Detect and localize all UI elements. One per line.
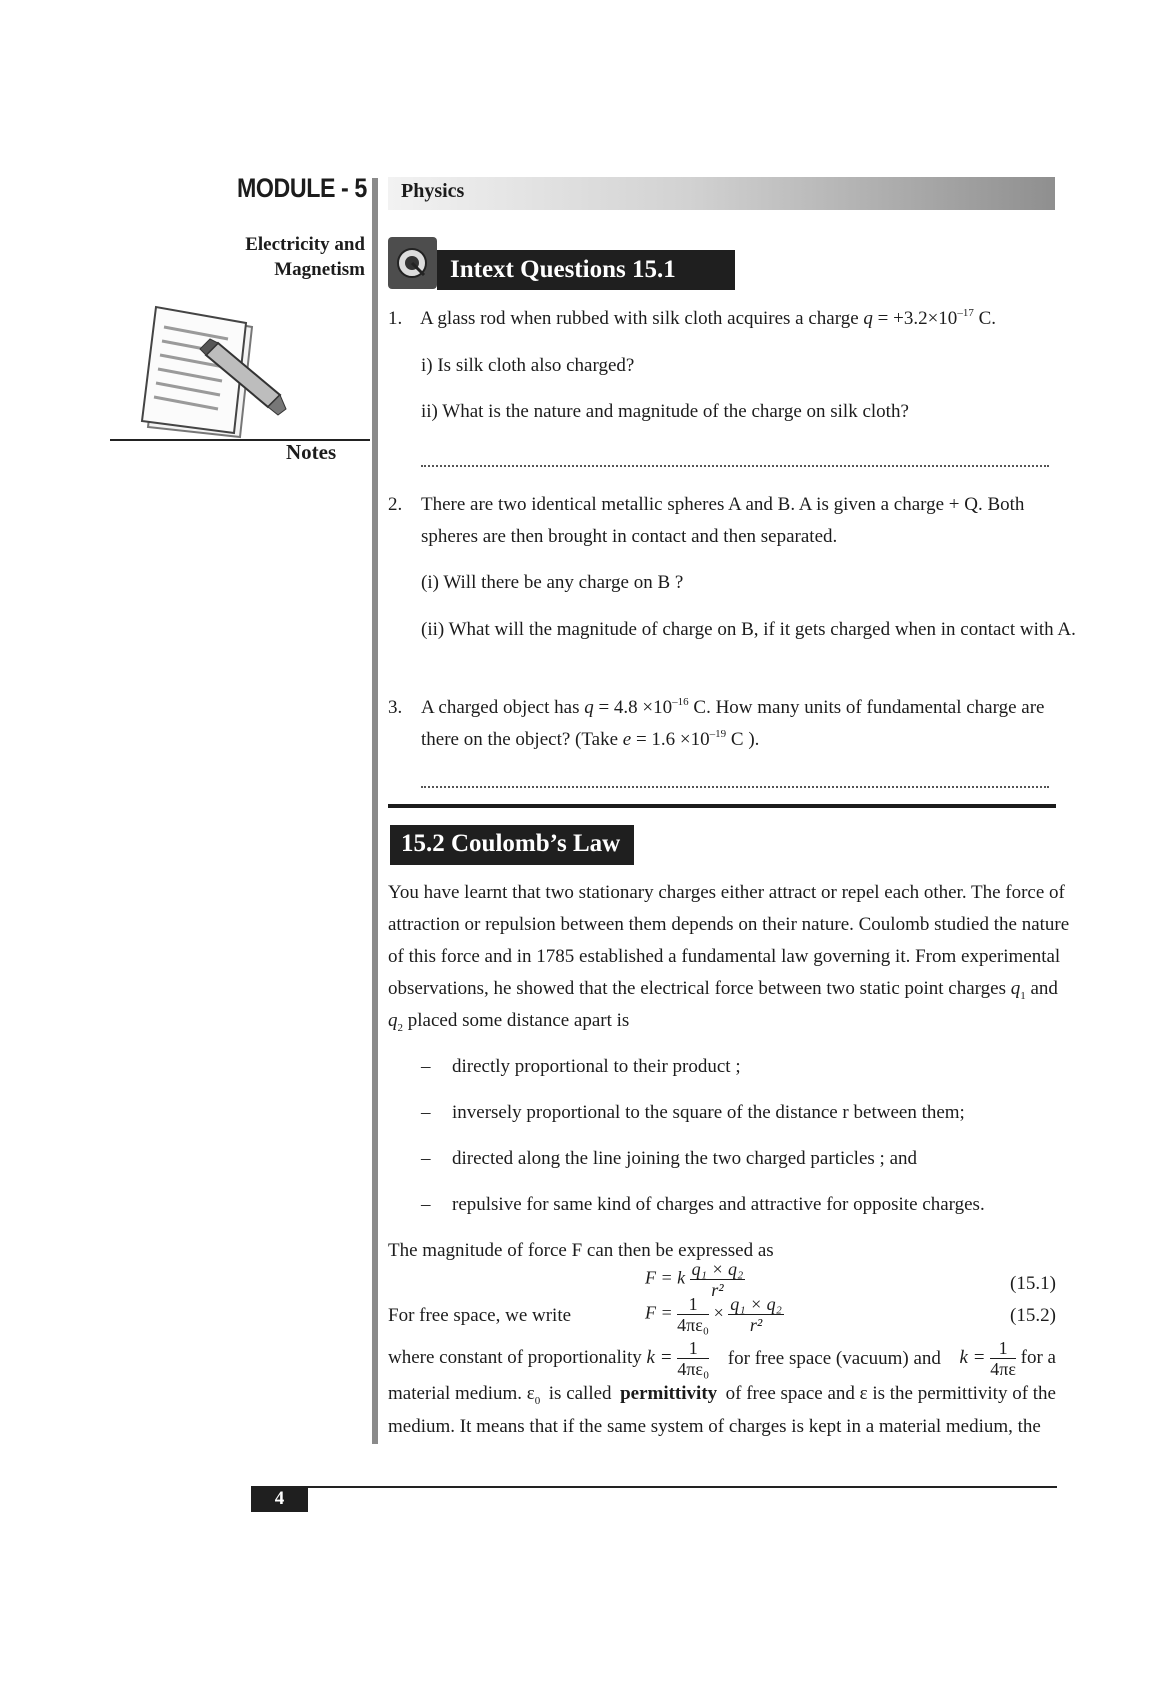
question-3-value: = 4.8 ×10 [598, 697, 673, 718]
question-3-line2 [421, 729, 759, 751]
header-band [388, 177, 1055, 210]
material-line [388, 1383, 1056, 1405]
bullet-dash-2: – [421, 1102, 431, 1123]
where-pre-group [388, 1338, 709, 1379]
margin-divider [372, 178, 378, 1444]
question-3-line2-pre: there on the object? (Take [421, 729, 619, 750]
question-2-sub-ii: (ii) What will the magnitude of charge on B, if it gets charged when in contact with A. [421, 619, 1076, 640]
eq1-label: (15.1) [1010, 1273, 1056, 1294]
where-denominator-2: 4πε [990, 1359, 1016, 1379]
para-line-2: attraction or repulsion between them depends on their nature. Coulomb studied the nature [388, 914, 1070, 935]
where-pre: where constant of proportionality [388, 1346, 642, 1368]
question-1-stem: A glass rod when rubbed with silk cloth acquires a charge [420, 308, 859, 329]
k-eq-1: k = [646, 1346, 673, 1368]
free-space-text: For free space, we write [388, 1305, 572, 1326]
notes-label: Notes [286, 440, 337, 464]
question-2-line2: spheres are then brought in contact and then separated. [421, 526, 838, 547]
bullet-4: repulsive for same kind of charges and attractive for opposite charges. [452, 1194, 985, 1215]
material-post: of free space and ε is the permittivity of the [725, 1383, 1056, 1404]
question-3-post: C. How many units of fundamental charge are [693, 697, 1045, 718]
eq2-lhs: F = [645, 1302, 673, 1323]
q1-subscript: 1 [1020, 990, 1026, 1002]
where-numerator-1: 1 [677, 1338, 709, 1359]
section-title: 15.2 Coulomb’s Law [401, 830, 621, 857]
where-post: for a [1020, 1346, 1056, 1368]
question-1-value: = +3.2×10 [877, 308, 958, 329]
eq2-denominator-2: r² [749, 1315, 763, 1335]
subject-label: Physics [401, 180, 465, 202]
q2-symbol: q [388, 1010, 398, 1031]
question-3-line2-var: e [622, 729, 632, 750]
where-numerator-2: 1 [990, 1338, 1016, 1359]
module-subtitle-line2: Magnetism [274, 259, 365, 280]
para-line-3: of this force and in 1785 established a fundamental law governing it. From experimental [388, 946, 1061, 967]
question-2-line1: There are two identical metallic spheres A and B. A is given a charge + Q. Both [421, 494, 1025, 515]
para-line-4 [388, 978, 1058, 1000]
q2-subscript: 2 [397, 1022, 403, 1034]
eq2-numerator-1: 1 [677, 1294, 709, 1315]
where-mid: for free space (vacuum) and [727, 1347, 941, 1369]
question-2-sub-i: (i) Will there be any charge on B ? [421, 572, 684, 593]
bullet-dash-4: – [421, 1194, 431, 1215]
question-1-exponent: –17 [957, 307, 974, 319]
eq2-label: (15.2) [1010, 1305, 1056, 1326]
material-pre [388, 1383, 540, 1405]
q1-symbol: q [1010, 978, 1021, 999]
eq2-times: × [713, 1302, 724, 1323]
question-3-line1 [421, 697, 1044, 719]
question-3-exponent: –16 [672, 696, 689, 708]
page-number: 4 [251, 1486, 308, 1512]
eq1-lhs: F = k [645, 1267, 686, 1288]
eq1-denominator: r² [711, 1280, 724, 1300]
para-line-4-text: observations, he showed that the electrical force between two static point charges [388, 978, 1006, 999]
question-1-sub-ii: ii) What is the nature and magnitude of the charge on silk cloth? [421, 401, 909, 422]
para-line-5 [388, 1010, 629, 1032]
gauge-icon [388, 237, 437, 289]
and-word: and [1030, 978, 1058, 999]
where-line [388, 1338, 1056, 1379]
eq2-fraction-2 [728, 1294, 784, 1335]
material-mid: is called [548, 1383, 612, 1404]
bullet-2: inversely proportional to the square of the distance r between them; [452, 1102, 965, 1123]
question-3-stem: A charged object has [421, 697, 580, 718]
question-1-text [420, 308, 996, 330]
eq2-denominator-1: 4πε₀ [677, 1315, 710, 1335]
answer-line-1 [421, 465, 1049, 467]
permittivity-term: permittivity [620, 1383, 718, 1404]
equation-15-2 [645, 1294, 784, 1335]
bullet-3: directed along the line joining the two charged particles ; and [452, 1148, 917, 1169]
question-1-var: q [863, 308, 873, 329]
module-subtitle-line1: Electricity and [245, 234, 365, 255]
question-1-sub-i: i) Is silk cloth also charged? [421, 355, 635, 376]
section-rule [388, 804, 1056, 808]
question-1-unit: C. [978, 308, 996, 329]
where-post-group [959, 1338, 1056, 1379]
question-2-number: 2. [388, 494, 403, 515]
where-denominator-1: 4πε₀ [677, 1359, 710, 1379]
question-3-line2-value: = 1.6 ×10 [635, 729, 710, 750]
notepad-pencil-icon [140, 305, 290, 440]
question-3-line2-exponent: –19 [709, 728, 727, 740]
intext-title: Intext Questions 15.1 [450, 256, 676, 283]
para-line-5-text: placed some distance apart is [407, 1010, 630, 1031]
material-text-pre: material medium. ε [388, 1383, 535, 1404]
eq1-numerator: q₁ × q₂ [691, 1259, 744, 1279]
question-3-var: q [584, 697, 594, 718]
para-line-1: You have learnt that two stationary charges either attract or repel each other. The force of [388, 882, 1065, 903]
bullet-dash-1: – [421, 1056, 431, 1077]
where-fraction-2 [990, 1338, 1016, 1379]
answer-line-3 [421, 786, 1049, 788]
module-title: MODULE - 5 [237, 173, 367, 203]
bullet-1: directly proportional to their product ; [452, 1056, 741, 1077]
footer-rule [251, 1486, 1057, 1488]
k-eq-2: k = [959, 1346, 986, 1368]
eq2-numerator-2: q₁ × q₂ [730, 1294, 782, 1314]
last-line: medium. It means that if the same system of charges is kept in a material medium, the [388, 1416, 1041, 1437]
question-1-number: 1. [388, 308, 403, 329]
epsilon-subscript: 0 [534, 1395, 541, 1407]
magnitude-line: The magnitude of force F can then be expressed as [388, 1240, 774, 1261]
module-subtitle [200, 232, 365, 282]
question-3-number: 3. [388, 697, 403, 718]
where-fraction-1 [677, 1338, 709, 1379]
eq2-fraction-1 [677, 1294, 709, 1335]
bullet-dash-3: – [421, 1148, 431, 1169]
question-3-line2-post: C ). [730, 729, 760, 750]
